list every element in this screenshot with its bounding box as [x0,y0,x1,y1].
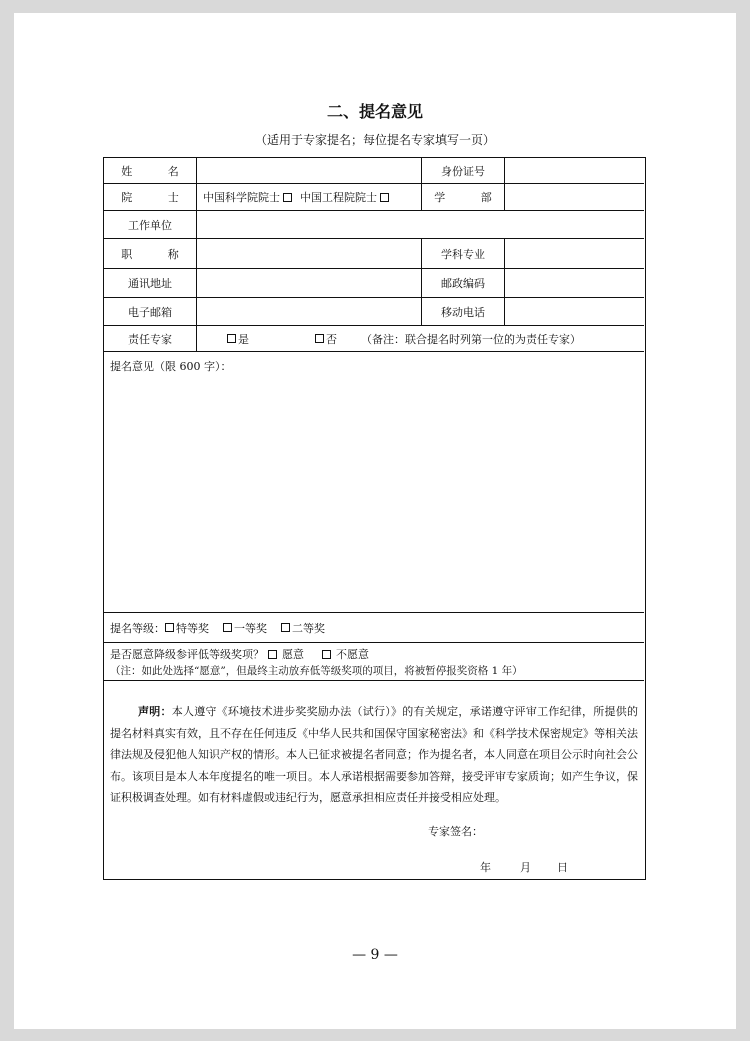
responsible-label-cell [104,326,196,351]
date-year-label: 年 [480,861,491,874]
opinion-textarea[interactable] [104,378,644,610]
grade-second-checkbox[interactable] [281,623,290,632]
yes-checkbox[interactable] [227,334,236,343]
no-option-label: 否 [326,332,337,346]
title-label-cell [104,239,196,268]
responsible-note: （备注：联合提名时列第一位的为责任专家） [361,332,581,346]
declaration-text-block [104,681,644,809]
title-field[interactable] [196,239,421,268]
row-employer [104,211,644,239]
email-label: 电子邮箱 [128,305,172,319]
postcode-label-cell [421,269,504,297]
id-field[interactable] [504,158,644,183]
row-grade [104,613,644,643]
downgrade-options [110,646,369,662]
row-email [104,298,644,326]
grade-special-checkbox[interactable] [165,623,174,632]
id-label: 身份证号 [441,164,485,178]
employer-field[interactable] [196,211,644,238]
name-label-cell [104,158,196,183]
employer-label-cell [104,211,196,238]
row-responsible [104,326,644,352]
row-address [104,269,644,298]
signature-label: 专家签名： [428,825,483,838]
page-number: — 9 — [352,947,398,963]
grade-special-label: 特等奖 [176,621,209,635]
downgrade-question: 是否愿意降级参评低等级奖项？ [110,648,264,661]
grade-second-label: 二等奖 [292,621,325,635]
grade-first-label: 一等奖 [234,621,267,635]
cas-checkbox[interactable] [283,193,292,202]
discipline-label-cell [421,239,504,268]
yes-option-label: 是 [238,332,249,346]
signature-field[interactable] [489,801,629,845]
willing-label: 愿意 [282,648,304,661]
academician-options [196,184,421,210]
email-label-cell [104,298,196,325]
address-label-cell [104,269,196,297]
discipline-field[interactable] [504,239,644,268]
cas-option-label: 中国科学院院士 [203,191,280,204]
id-label-cell [421,158,504,183]
cae-checkbox[interactable] [380,193,389,202]
page-title: 二、提名意见 [326,102,423,121]
nomination-form [103,157,646,880]
division-field[interactable] [504,184,644,210]
postcode-label: 邮政编码 [441,277,485,290]
declaration-block [104,681,644,879]
mobile-field[interactable] [504,298,644,325]
division-label-cell [421,184,508,210]
name-field[interactable] [196,158,421,183]
mobile-label: 移动电话 [441,305,485,319]
grade-label: 提名等级： [110,621,165,635]
cae-option-label: 中国工程院院士 [300,191,377,204]
email-field[interactable] [196,298,421,325]
document-page [14,13,736,1029]
declaration-head: 声明： [138,705,172,718]
unwilling-checkbox[interactable] [322,650,331,659]
opinion-label: 提名意见（限 600 字）： [110,360,232,373]
willing-checkbox[interactable] [268,650,277,659]
declaration-text: 本人遵守《环境技术进步奖奖励办法（试行）》的有关规定，承诺遵守评审工作纪律，所提供的提名材料真实有效，且不存在任何违反《中华人民共和国保守国家秘密法》和《科学技术保密规定》等相关法律法规及侵犯他人知识产权的情形。本人已征求被提名者同意；作为提名者，本人同意在项目公示时向社会公布。该项目是本人本年度提名的唯一项目。本人承诺根据需要参加答辩，接受评审专家质询；如产生争议，保证积极调查处理。如有材料虚假或违纪行为，愿意承担相应责任并接受相应处理。 [110,705,638,804]
postcode-field[interactable] [504,269,644,297]
address-field[interactable] [196,269,421,297]
row-name [104,158,644,184]
title-label: 职 称 [121,247,195,261]
grade-first-checkbox[interactable] [223,623,232,632]
division-label: 学 部 [434,191,508,204]
date-day-label: 日 [557,861,568,874]
row-downgrade [104,643,644,681]
row-opinion [104,352,644,613]
employer-label: 工作单位 [128,218,172,232]
name-label: 姓 名 [121,164,195,178]
discipline-label: 学科专业 [441,247,485,261]
address-label: 通讯地址 [128,277,172,290]
no-checkbox[interactable] [315,334,324,343]
grade-options [110,613,640,642]
academician-label: 院 士 [121,191,195,204]
responsible-options [196,326,644,351]
academician-label-cell [104,184,196,210]
page-subtitle: （适用于专家提名；每位提名专家填写一页） [254,133,495,147]
unwilling-label: 不愿意 [336,648,369,661]
responsible-label: 责任专家 [128,332,172,346]
date-month-label: 月 [520,861,531,874]
mobile-label-cell [421,298,504,325]
downgrade-note: （注：如此处选择“愿意”，但最终主动放弃低等级奖项的项目，将被暂停报奖资格 1 年） [110,665,523,677]
row-title [104,239,644,269]
row-academician [104,184,644,211]
